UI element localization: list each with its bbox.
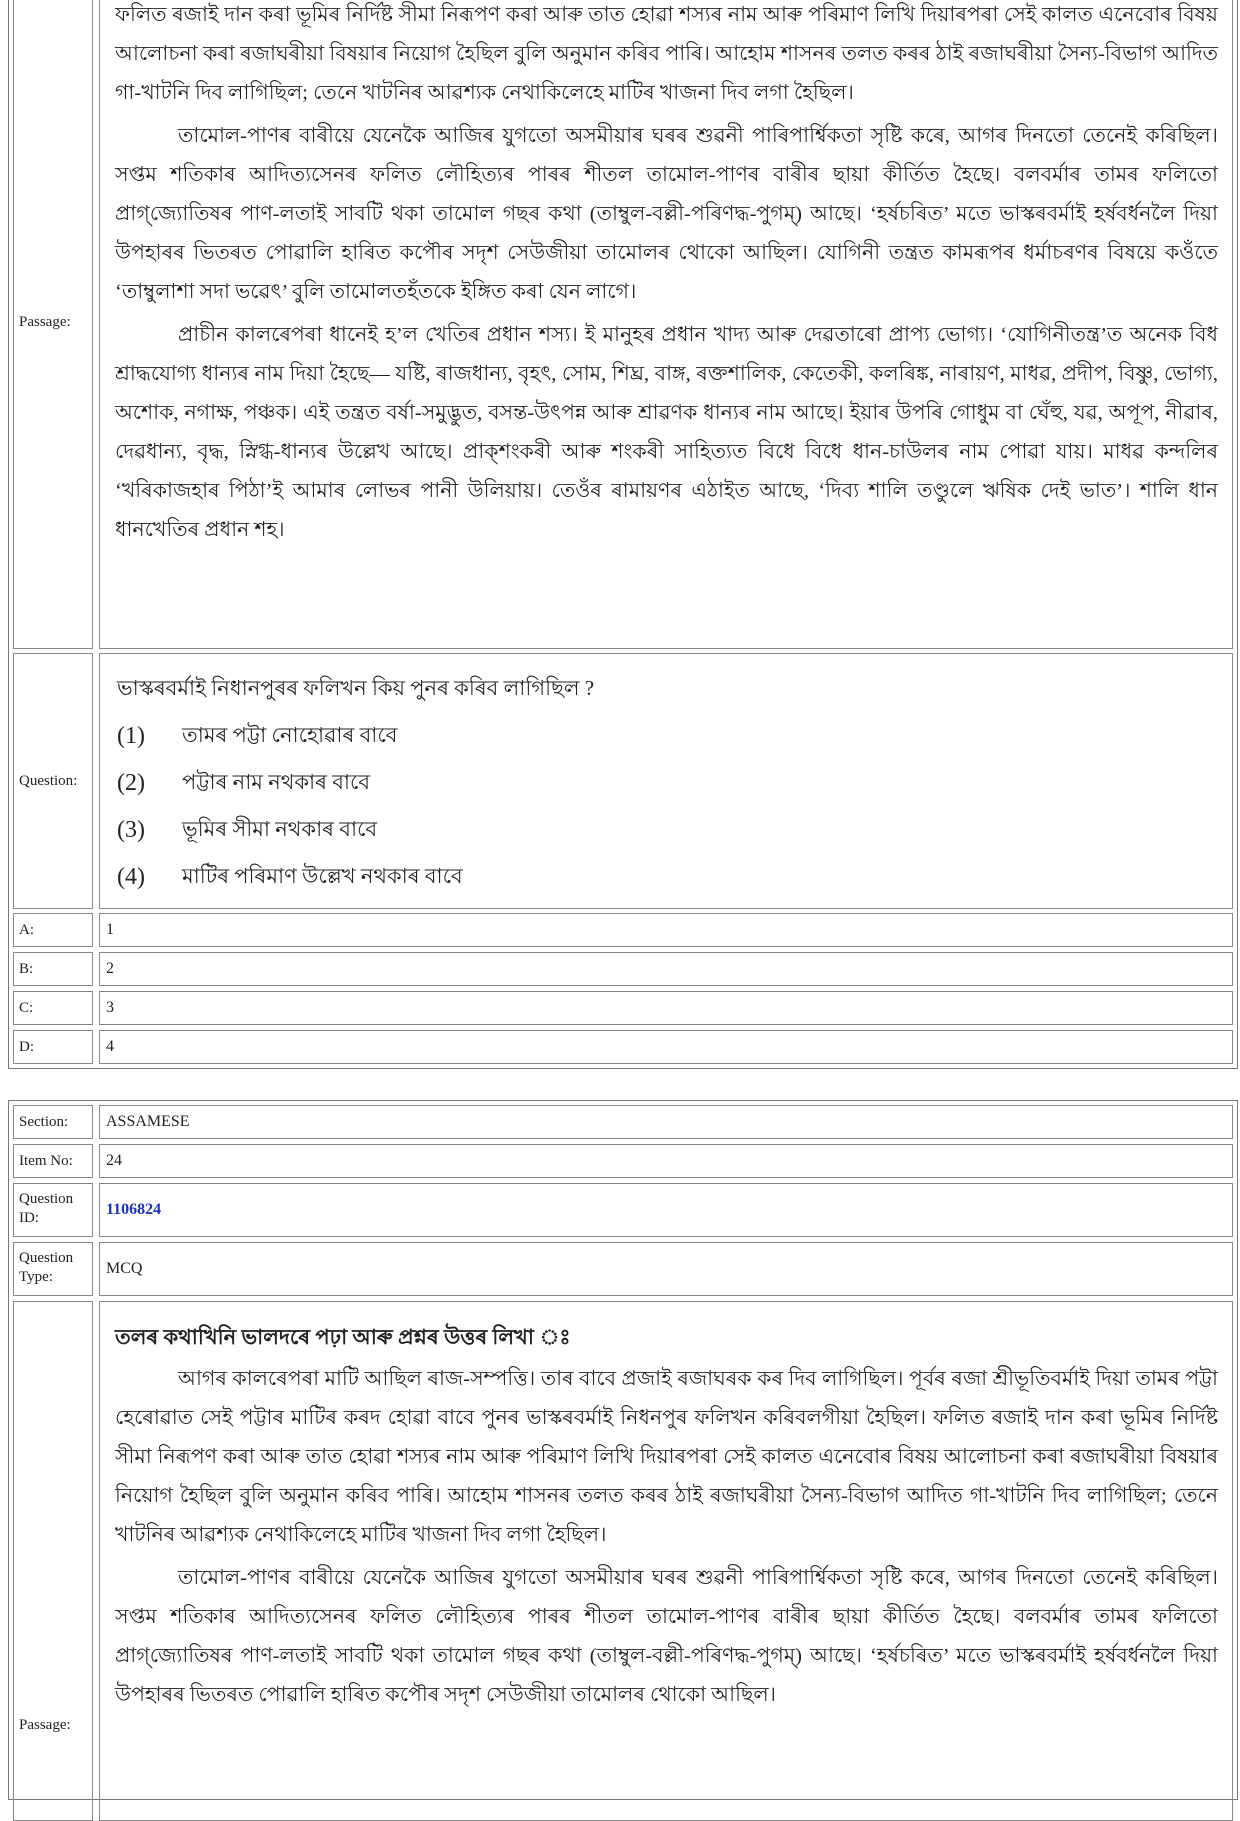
item-no-value: 24: [99, 1144, 1233, 1178]
question-card-23: [8, 0, 1238, 1069]
option-number: (4): [117, 864, 145, 890]
question-id-cell: [99, 1183, 1233, 1237]
answer-value: 2: [99, 952, 1233, 986]
passage-label-cell: [13, 1301, 93, 1821]
passage-paragraph: আগৰ কালৰেপৰা মাটি আছিল ৰাজ-সম্পত্তি। তাৰ বাবে প্ৰজাই ৰজাঘৰক কৰ দিব লাগিছিল। পূৰ্বৰ ৰজা শ্ৰীভূতিবৰ্মাই দিয়া তামৰ পট্টা হেৰোৱাত সেই পট্টাৰ মাটিৰ কৰদ হোৱা বাবে পুনৰ ভাস্কৰবৰ্মাই নিধনপুৰ ফলিখন কৰিবলগীয়া হৈছিল। ফলিত ৰজাই দান কৰা ভূমিৰ নিৰ্দিষ্ট সীমা নিৰূপণ কৰা আৰু তাত হোৱা শস্যৰ নাম আৰু পৰিমাণ লিখি দিয়াৰপৰা সেই কালত এনেবোৰ বিষয় আলোচনা কৰা ৰজাঘৰীয়া বিষয়াৰ নিয়োগ হৈছিল বুলি অনুমান কৰিব পাৰি। আহোম শাসনৰ তলত কৰৰ ঠাই ৰজাঘৰীয়া সৈন্য-বিভাগ আদিত গা-খাটনি দিব লাগিছিল; তেনে খাটনিৰ আৱশ্যক নেথাকিলেহে মাটিৰ খাজনা দিব লগা হৈছিল।: [115, 1368, 1218, 1546]
passage-heading: তলৰ কথাখিনি ভালদৰে পঢ়া আৰু প্ৰশ্নৰ উত্তৰ লিখা ঃ: [115, 1325, 571, 1349]
item-no-row: [13, 1144, 1233, 1178]
question-id-link[interactable]: 1106824: [106, 1201, 162, 1218]
question-card-24: [8, 1100, 1238, 1800]
question-id-row: [13, 1183, 1233, 1237]
answer-value: 3: [99, 991, 1233, 1025]
question-id-label: Question ID:: [13, 1183, 93, 1237]
passage-row: [13, 1301, 1233, 1821]
passage-row: [13, 0, 1233, 649]
question-row: [13, 653, 1233, 909]
section-value: ASSAMESE: [99, 1105, 1233, 1139]
option-text: তামৰ পট্টা নোহোৱাৰ বাবে: [182, 723, 398, 747]
option-text: মাটিৰ পৰিমাণ উল্লেখ নথকাৰ বাবে: [182, 864, 463, 888]
option-2: [100, 760, 1232, 807]
question-body: [99, 653, 1233, 909]
answer-label: C:: [13, 991, 93, 1025]
answer-value: 4: [99, 1030, 1233, 1064]
option-number: (1): [117, 723, 145, 749]
answer-label: A:: [13, 913, 93, 947]
passage-paragraph: তামোল-পাণৰ বাৰীয়ে যেনেকৈ আজিৰ যুগতো অসমীয়াৰ ঘৰৰ শুৱনী পাৰিপাৰ্শ্বিকতা সৃষ্টি কৰে, আগৰ দিনতো তেনেই কৰিছিল। সপ্তম শতিকাৰ আদিত্যসেনৰ ফলিত লৌহিত্যৰ পাৰৰ শীতল তামোল-পাণৰ বাৰীৰ ছায়া কীৰ্তিত হৈছে। বলবৰ্মাৰ তামৰ ফলিতো প্ৰাগ্‌জ্যোতিষৰ পাণ-লতাই সাবটি থকা তামোল গছৰ কথা (তাম্বুল-বল্লী-পৰিণদ্ধ-পুগম্) আছে। ‘হৰ্ষচৰিত’ মতে ভাস্কৰবৰ্মাই হৰ্ষবৰ্ধনলৈ দিয়া উপহাৰৰ ভিতৰত পোৱালি হাৰিত কপৌৰ সদৃশ সেউজীয়া তামোলৰ থোকো আছিল।: [115, 1567, 1218, 1706]
question-text: ভাস্কৰবৰ্মাই নিধানপুৰৰ ফলিখন কিয় পুনৰ কৰিব লাগিছিল ?: [117, 676, 595, 700]
passage-label: Passage:: [19, 1717, 71, 1733]
option-text: পট্টাৰ নাম নথকাৰ বাবে: [182, 770, 371, 794]
question-type-label: Question Type:: [13, 1242, 93, 1296]
section-row: [13, 1105, 1233, 1139]
passage-paragraph: ফলিত ৰজাই দান কৰা ভূমিৰ নিৰ্দিষ্ট সীমা নিৰূপণ কৰা আৰু তাত হোৱা শস্যৰ নাম আৰু পৰিমাণ লিখি দিয়াৰপৰা সেই কালত এনেবোৰ বিষয় আলোচনা কৰা ৰজাঘৰীয়া বিষয়াৰ নিয়োগ হৈছিল বুলি অনুমান কৰিব পাৰি। আহোম শাসনৰ তলত কৰৰ ঠাই ৰজাঘৰীয়া সৈন্য-বিভাগ আদিত গা-খাটনি দিব লাগিছিল; তেনে খাটনিৰ আৱশ্যক নেথাকিলেহে মাটিৰ খাজনা দিব লগা হৈছিল।: [115, 4, 1218, 104]
passage-paragraph: প্ৰাচীন কালৰেপৰা ধানেই হ’ল খেতিৰ প্ৰধান শস্য। ই মানুহৰ প্ৰধান খাদ্য আৰু দেৱতাৰো প্ৰাপ্য ভোগ্য। ‘যোগিনীতন্ত্ৰ’ত অনেক বিধ শ্ৰাদ্ধযোগ্য ধান্যৰ নাম দিয়া হৈছে— যষ্টি, ৰাজধান্য, বৃহৎ, সোম, শিঘ্ৰ, বাঙ্গ, ৰক্তশালিক, কেতেকী, কলৰিঙ্ক, নাৰায়ণ, মাধৱ, প্ৰদীপ, বিষ্ণু, ভোগ্য, অশোক, নগাক্ষ, পঞ্চক। এই তন্ত্ৰত বৰ্ষা-সমুদ্ভুত, বসন্ত-উৎপন্ন আৰু শ্ৰাৱণক ধান্যৰ নাম আছে। ইয়াৰ উপৰি গোধুম বা ঘেঁহু, যৱ, অপূপ, নীৱাৰ, দেৱধান্য, বৃদ্ধ, স্নিগ্ধ-ধান্যৰ উল্লেখ আছে। প্ৰাক্‌শংকৰী আৰু শংকৰী সাহিত্যত বিধে বিধে ধান-চাউলৰ নাম পোৱা যায়। মাধৱ কন্দলিৰ ‘খৰিকাজহাৰ পিঠা’ই আমাৰ লোভৰ পানী উলিয়ায়। তেওঁৰ ৰামায়ণৰ এঠাইত আছে, ‘দিব্য শালি তণ্ডুলে ঋষিক দেই ভাত’। শালি ধান ধানখেতিৰ প্ৰধান শহ।: [115, 324, 1218, 541]
passage-text: [99, 1301, 1233, 1821]
option-number: (2): [117, 770, 145, 796]
answer-row-c: [13, 991, 1233, 1025]
answer-label: D:: [13, 1030, 93, 1064]
question-type-row: [13, 1242, 1233, 1296]
question-label: Question:: [13, 653, 93, 909]
option-text: ভূমিৰ সীমা নথকাৰ বাবে: [182, 817, 378, 841]
passage-label: Passage:: [13, 0, 93, 649]
item-no-label: Item No:: [13, 1144, 93, 1178]
option-1: [100, 713, 1232, 760]
answer-label: B:: [13, 952, 93, 986]
option-3: [100, 807, 1232, 854]
passage-paragraph: তামোল-পাণৰ বাৰীয়ে যেনেকৈ আজিৰ যুগতো অসমীয়াৰ ঘৰৰ শুৱনী পাৰিপাৰ্শ্বিকতা সৃষ্টি কৰে, আগৰ দিনতো তেনেই কৰিছিল। সপ্তম শতিকাৰ আদিত্যসেনৰ ফলিত লৌহিত্যৰ পাৰৰ শীতল তামোল-পাণৰ বাৰীৰ ছায়া কীৰ্তিত হৈছে। বলবৰ্মাৰ তামৰ ফলিতো প্ৰাগ্‌জ্যোতিষৰ পাণ-লতাই সাবটি থকা তামোল গছৰ কথা (তাম্বুল-বল্লী-পৰিণদ্ধ-পুগম্) আছে। ‘হৰ্ষচৰিত’ মতে ভাস্কৰবৰ্মাই হৰ্ষবৰ্ধনলৈ দিয়া উপহাৰৰ ভিতৰত পোৱালি হাৰিত কপৌৰ সদৃশ সেউজীয়া তামোলৰ থোকো আছিল। যোগিনী তন্ত্ৰত কামৰূপৰ ধৰ্মাচৰণৰ বিষয়ে কওঁতে ‘তাম্বুলাশা সদা ভৱেৎ’ বুলি তামোলতহঁতকে ইঙ্গিত কৰা যেন লাগে।: [115, 125, 1218, 303]
option-number: (3): [117, 817, 145, 843]
option-4: [100, 854, 1232, 901]
answer-row-d: [13, 1030, 1233, 1064]
answer-value: 1: [99, 913, 1233, 947]
passage-text: [99, 0, 1233, 649]
answer-row-a: [13, 913, 1233, 947]
answer-row-b: [13, 952, 1233, 986]
section-label: Section:: [13, 1105, 93, 1139]
question-type-value: MCQ: [99, 1242, 1233, 1296]
